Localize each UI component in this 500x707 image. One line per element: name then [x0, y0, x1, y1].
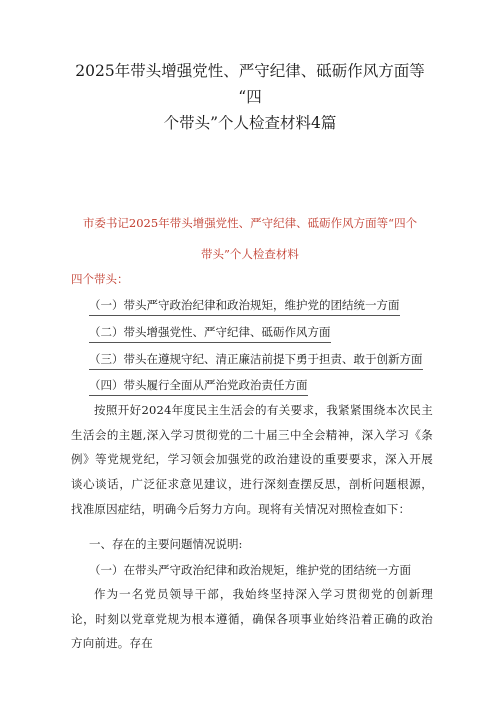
toc-item-1[interactable]	[89, 297, 400, 313]
toc-underline	[89, 369, 423, 370]
toc-item-3[interactable]	[89, 351, 423, 367]
toc-underline	[89, 395, 308, 396]
subtitle-line-2: 带头”个人检查材料	[201, 247, 299, 261]
subtitle-line-1: 市委书记2025年带头增强党性、严守纪律、砥砺作风方面等“四个	[82, 216, 418, 230]
document-title-line-3: 个带头”个人检查材料4篇	[163, 114, 337, 132]
toc-underline	[89, 315, 400, 316]
intro-paragraph: 按照开好2024年度民主生活会的有关要求，我紧紧围绕本次民主生活会的主题,深入学习贯彻党的二十届三中全会精神，深入学习《条例》等党规党纪，学习领会加强党的政治建设的重要要求，深入开展谈心谈话，广泛征求意见建议，进行深刻查摆反思，剖析问题根源，找准原因症结，明确今后努力方向。现将有关情况对照检查如下：	[71, 403, 433, 516]
section-label: 四个带头：	[71, 272, 129, 286]
toc-item-label: （四）带头履行全面从严治党政治责任方面	[89, 378, 308, 392]
toc-item-label: （三）带头在遵规守纪、清正廉洁前提下勇于担责、敢于创新方面	[89, 352, 423, 366]
section-heading-1-1: （一）在带头严守政治纪律和政治规矩，维护党的团结统一方面	[89, 563, 411, 577]
toc-item-label: （二）带头增强党性、严守纪律、砥砺作风方面	[89, 325, 331, 339]
toc-underline	[89, 342, 331, 343]
section-heading-1: 一、存在的主要问题情况说明:	[89, 537, 243, 551]
document-title-line-2: “四	[238, 88, 262, 106]
body-paragraph: 作为一名党员领导干部，我始终坚持深入学习贯彻党的创新理论，时刻以党章党规为根本遵循，确保各项事业始终沿着正确的政治方向前进。存在	[71, 587, 433, 651]
document-title-line-1: 2025年带头增强党性、严守纪律、砥砺作风方面等	[75, 62, 425, 80]
toc-item-4[interactable]	[89, 377, 308, 393]
toc-item-label: （一）带头严守政治纪律和政治规矩，维护党的团结统一方面	[89, 298, 400, 312]
toc-item-2[interactable]	[89, 324, 331, 340]
